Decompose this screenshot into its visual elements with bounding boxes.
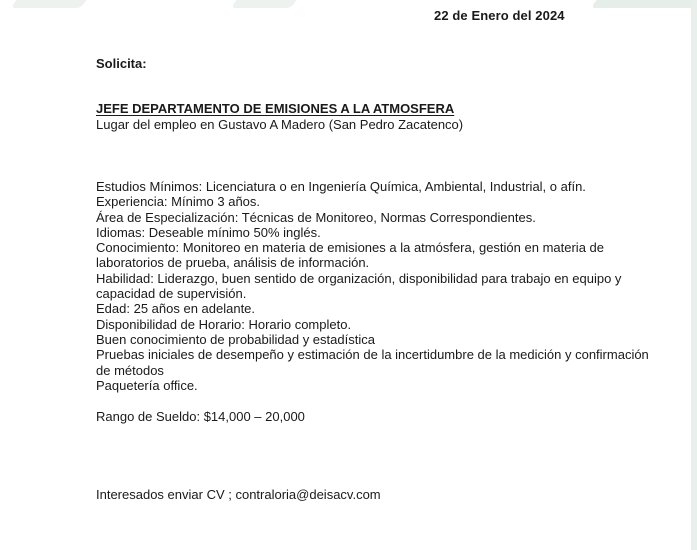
decorative-stripe	[11, 0, 99, 8]
requirements-list	[96, 179, 656, 393]
requirement-item: Pruebas iniciales de desempeño y estimación de la incertidumbre de la medición y confirmación de métodos	[96, 347, 649, 378]
requirement-item: Experiencia: Mínimo 3 años.	[96, 194, 261, 210]
requirement-item: Buen conocimiento de probabilidad y estadística	[96, 331, 375, 347]
requirement-item: Estudios Mínimos: Licenciatura o en Ingeniería Química, Ambiental, Industrial, o afín.	[96, 179, 586, 194]
job-title: JEFE DEPARTAMENTO DE EMISIONES A LA ATMOSFERA	[96, 101, 455, 116]
decorative-stripe	[231, 0, 309, 8]
requirement-item: Idiomas: Deseable mínimo 50% inglés.	[96, 224, 321, 240]
requirement-item: Habilidad: Liderazgo, buen sentido de organización, disponibilidad para trabajo en equipo y capacidad de supervisión.	[96, 270, 622, 302]
decorative-edge	[691, 0, 697, 550]
requirement-item: Paquetería office.	[96, 377, 198, 393]
decorative-stripe	[591, 0, 697, 8]
requirement-item: Edad: 25 años en adelante.	[96, 301, 256, 317]
requirement-item: Disponibilidad de Horario: Horario completo.	[96, 316, 352, 332]
requirement-item: Conocimiento: Monitoreo en materia de emisiones a la atmósfera, gestión en materia de laboratorios de prueba, análisis de información.	[96, 240, 604, 271]
heading-solicita: Solicita:	[96, 56, 147, 71]
requirement-item: Área de Especialización: Técnicas de Monitoreo, Normas Correspondientes.	[96, 209, 536, 225]
salary-range: Rango de Sueldo: $14,000 – 20,000	[96, 409, 305, 424]
contact-line: Interesados enviar CV ; contraloria@deisacv.com	[96, 487, 381, 502]
document-date: 22 de Enero del 2024	[434, 8, 565, 23]
job-location: Lugar del empleo en Gustavo A Madero (San Pedro Zacatenco)	[96, 117, 464, 132]
